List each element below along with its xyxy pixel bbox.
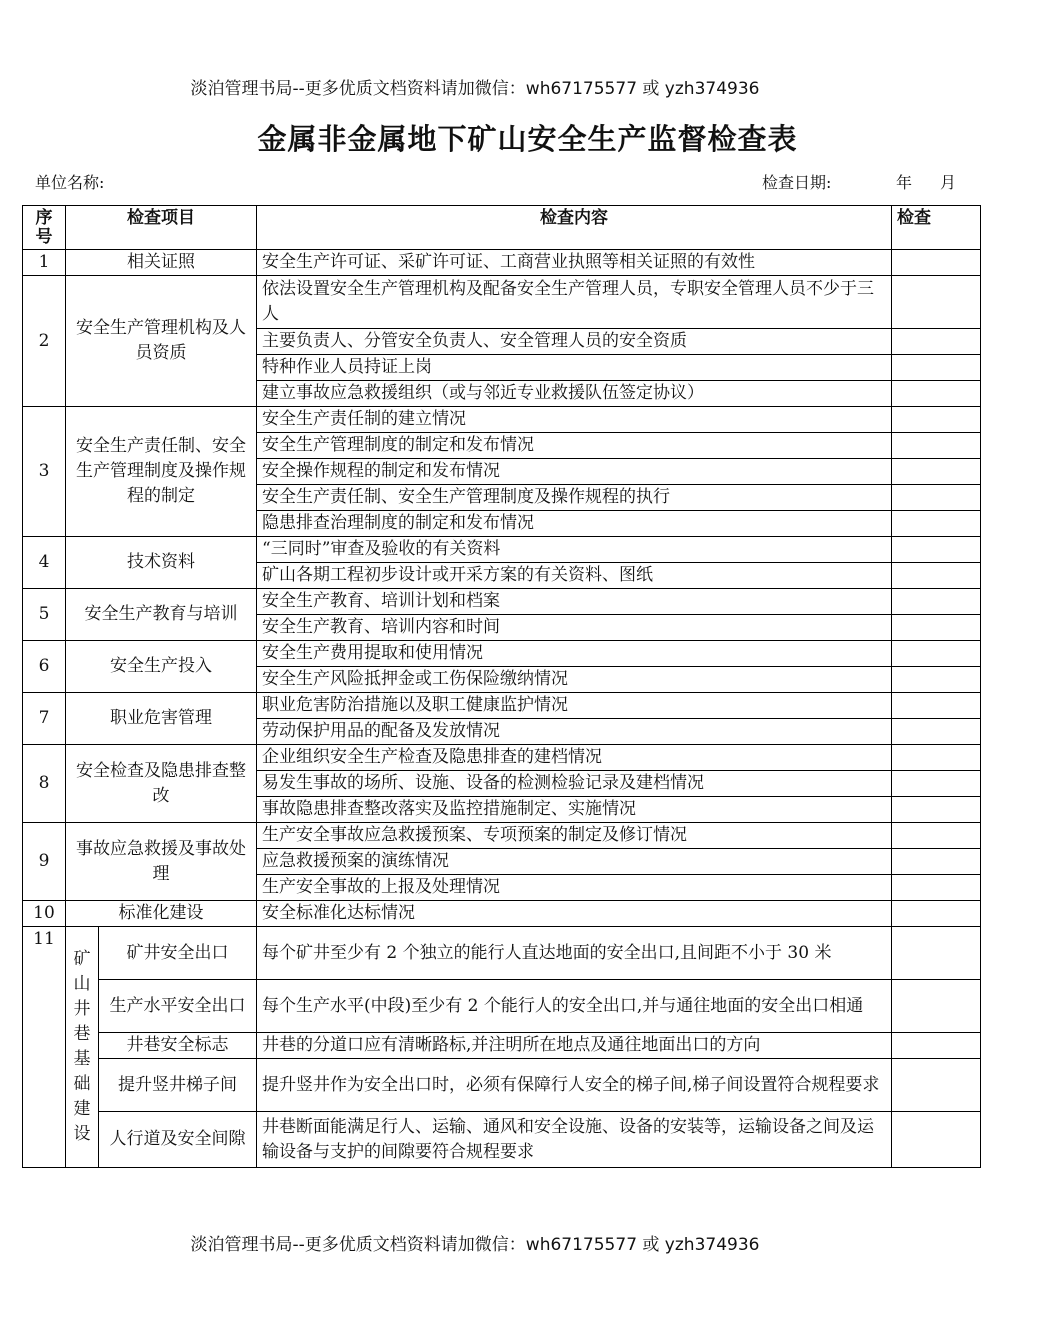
inspection-content: 主要负责人、分管安全负责人、安全管理人员的安全资质 <box>257 329 892 355</box>
result-cell[interactable] <box>892 901 981 927</box>
header-content: 检查内容 <box>257 206 892 250</box>
result-cell[interactable] <box>892 693 981 719</box>
sub-item: 井巷安全标志 <box>99 1033 257 1059</box>
inspection-item: 事故应急救援及事故处理 <box>66 823 257 901</box>
table-row <box>23 901 981 927</box>
result-cell[interactable] <box>892 407 981 433</box>
result-cell[interactable] <box>892 485 981 511</box>
inspection-content: 井巷的分道口应有清晰路标,并注明所在地点及通往地面出口的方向 <box>257 1033 892 1059</box>
inspection-item: 安全生产管理机构及人员资质 <box>66 276 257 407</box>
result-cell[interactable] <box>892 537 981 563</box>
table-row <box>23 1059 981 1112</box>
header-result: 检查 <box>892 206 981 250</box>
inspection-item: 相关证照 <box>66 250 257 276</box>
inspection-content: 每个矿井至少有 2 个独立的能行人直达地面的安全出口,且间距不小于 30 米 <box>257 927 892 980</box>
inspection-content: 生产安全事故的上报及处理情况 <box>257 875 892 901</box>
inspection-item: 安全检查及隐患排查整改 <box>66 745 257 823</box>
table-row <box>23 927 981 980</box>
inspection-content: 应急救援预案的演练情况 <box>257 849 892 875</box>
inspection-content: 提升竖井作为安全出口时，必须有保障行人安全的梯子间,梯子间设置符合规程要求 <box>257 1059 892 1112</box>
row-seq-number: 11 <box>23 927 66 1168</box>
table-header-row <box>23 206 981 250</box>
row-seq-number: 9 <box>23 823 66 901</box>
inspection-content: 安全生产风险抵押金或工伤保险缴纳情况 <box>257 667 892 693</box>
result-cell[interactable] <box>892 276 981 329</box>
inspection-content: 安全生产教育、培训内容和时间 <box>257 615 892 641</box>
footer-banner: 淡泊管理书局--更多优质文档资料请加微信：wh67175577 或 yzh374936 <box>190 1235 760 1255</box>
result-cell[interactable] <box>892 849 981 875</box>
row-seq-number: 5 <box>23 589 66 641</box>
inspection-content: 易发生事故的场所、设施、设备的检测检验记录及建档情况 <box>257 771 892 797</box>
inspection-item: 安全生产教育与培训 <box>66 589 257 641</box>
result-cell[interactable] <box>892 433 981 459</box>
table-row <box>23 250 981 276</box>
result-cell[interactable] <box>892 745 981 771</box>
category-vertical-label <box>66 927 99 1168</box>
sub-item: 提升竖井梯子间 <box>99 1059 257 1112</box>
result-cell[interactable] <box>892 511 981 537</box>
result-cell[interactable] <box>892 980 981 1033</box>
sub-item: 矿井安全出口 <box>99 927 257 980</box>
inspection-content: 生产安全事故应急救援预案、专项预案的制定及修订情况 <box>257 823 892 849</box>
result-cell[interactable] <box>892 355 981 381</box>
table-row <box>23 1033 981 1059</box>
table-row <box>23 745 981 771</box>
inspection-content: 依法设置安全生产管理机构及配备安全生产管理人员，专职安全管理人员不少于三人 <box>257 276 892 329</box>
inspection-content: “三同时”审查及验收的有关资料 <box>257 537 892 563</box>
result-cell[interactable] <box>892 381 981 407</box>
row-seq-number: 10 <box>23 901 66 927</box>
inspection-content: 安全生产教育、培训计划和档案 <box>257 589 892 615</box>
inspection-content: 职业危害防治措施以及职工健康监护情况 <box>257 693 892 719</box>
unit-name-label: 单位名称: <box>35 173 105 192</box>
header-seq: 序号 <box>23 206 66 250</box>
table-row <box>23 537 981 563</box>
inspection-item: 安全生产责任制、安全生产管理制度及操作规程的制定 <box>66 407 257 537</box>
result-cell[interactable] <box>892 667 981 693</box>
row-seq-number: 3 <box>23 407 66 537</box>
result-cell[interactable] <box>892 797 981 823</box>
row-seq-number: 1 <box>23 250 66 276</box>
inspection-content: 每个生产水平(中段)至少有 2 个能行人的安全出口,并与通往地面的安全出口相通 <box>257 980 892 1033</box>
table-row <box>23 980 981 1033</box>
inspection-content: 劳动保护用品的配备及发放情况 <box>257 719 892 745</box>
document-title: 金属非金属地下矿山安全生产监督检查表 <box>257 122 798 156</box>
result-cell[interactable] <box>892 615 981 641</box>
row-seq-number: 8 <box>23 745 66 823</box>
result-cell[interactable] <box>892 771 981 797</box>
inspection-item: 标准化建设 <box>66 901 257 927</box>
table-row <box>23 823 981 849</box>
inspection-content: 井巷断面能满足行人、运输、通风和安全设施、设备的安装等，运输设备之间及运输设备与支护的间隙要符合规程要求 <box>257 1112 892 1168</box>
inspection-item: 职业危害管理 <box>66 693 257 745</box>
table-row <box>23 407 981 433</box>
month-label: 月 <box>940 173 957 192</box>
inspection-content: 安全操作规程的制定和发布情况 <box>257 459 892 485</box>
result-cell[interactable] <box>892 719 981 745</box>
result-cell[interactable] <box>892 875 981 901</box>
table-row <box>23 589 981 615</box>
inspection-content: 隐患排查治理制度的制定和发布情况 <box>257 511 892 537</box>
result-cell[interactable] <box>892 1112 981 1168</box>
inspection-content: 建立事故应急救援组织（或与邻近专业救援队伍签定协议） <box>257 381 892 407</box>
result-cell[interactable] <box>892 563 981 589</box>
result-cell[interactable] <box>892 927 981 980</box>
result-cell[interactable] <box>892 250 981 276</box>
table-row <box>23 1112 981 1168</box>
sub-item: 人行道及安全间隙 <box>99 1112 257 1168</box>
inspection-content: 安全生产费用提取和使用情况 <box>257 641 892 667</box>
year-label: 年 <box>896 173 913 192</box>
result-cell[interactable] <box>892 1033 981 1059</box>
inspection-content: 安全生产责任制的建立情况 <box>257 407 892 433</box>
result-cell[interactable] <box>892 589 981 615</box>
result-cell[interactable] <box>892 459 981 485</box>
inspection-content: 安全标准化达标情况 <box>257 901 892 927</box>
sub-item: 生产水平安全出口 <box>99 980 257 1033</box>
inspection-content: 矿山各期工程初步设计或开采方案的有关资料、图纸 <box>257 563 892 589</box>
row-seq-number: 7 <box>23 693 66 745</box>
inspection-content: 企业组织安全生产检查及隐患排查的建档情况 <box>257 745 892 771</box>
inspection-table <box>22 205 981 1168</box>
header-item: 检查项目 <box>66 206 257 250</box>
result-cell[interactable] <box>892 329 981 355</box>
result-cell[interactable] <box>892 823 981 849</box>
inspection-item: 技术资料 <box>66 537 257 589</box>
category-text: 矿山井巷基础建设 <box>73 949 91 1144</box>
row-seq-number: 6 <box>23 641 66 693</box>
inspection-date-label: 检查日期: <box>762 173 832 192</box>
inspection-item: 安全生产投入 <box>66 641 257 693</box>
result-cell[interactable] <box>892 1059 981 1112</box>
table-row <box>23 641 981 667</box>
inspection-content: 安全生产责任制、安全生产管理制度及操作规程的执行 <box>257 485 892 511</box>
inspection-content: 安全生产管理制度的制定和发布情况 <box>257 433 892 459</box>
inspection-content: 事故隐患排查整改落实及监控措施制定、实施情况 <box>257 797 892 823</box>
inspection-content: 特种作业人员持证上岗 <box>257 355 892 381</box>
header-banner: 淡泊管理书局--更多优质文档资料请加微信：wh67175577 或 yzh374936 <box>190 79 760 99</box>
table-row <box>23 693 981 719</box>
row-seq-number: 2 <box>23 276 66 407</box>
table-body <box>23 250 981 1168</box>
row-seq-number: 4 <box>23 537 66 589</box>
table-row <box>23 276 981 329</box>
inspection-content: 安全生产许可证、采矿许可证、工商营业执照等相关证照的有效性 <box>257 250 892 276</box>
result-cell[interactable] <box>892 641 981 667</box>
